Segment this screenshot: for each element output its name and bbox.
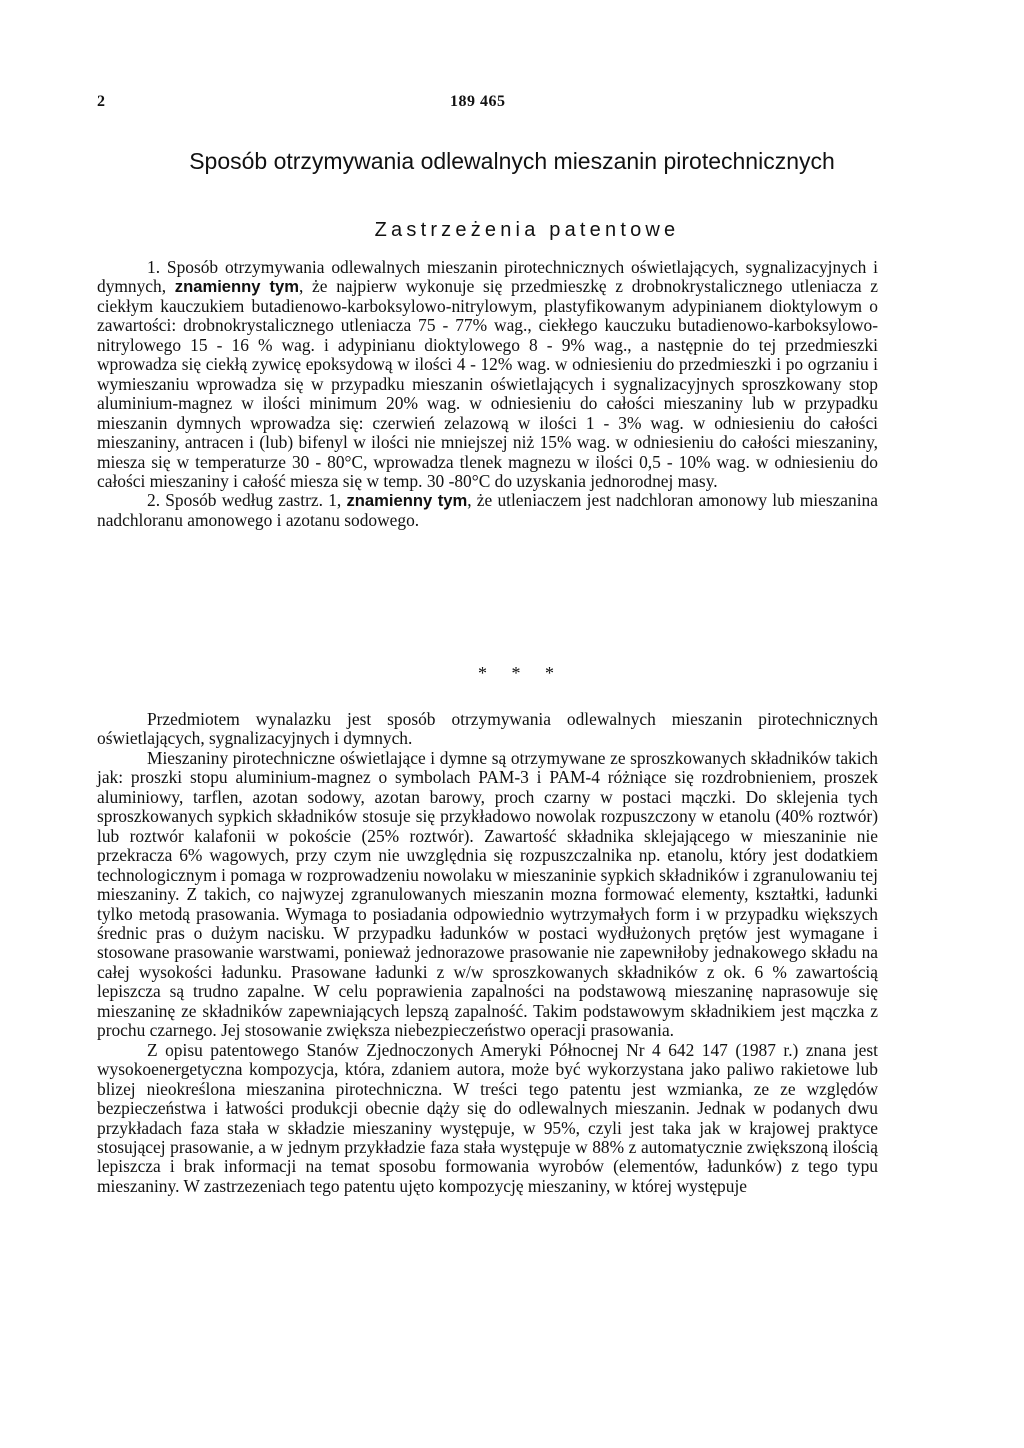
- description-paragraph: Mieszaniny pirotechniczne oświetlające i dymne są otrzymywane ze sproszkowanych składników takich jak: proszki stopu aluminium-magnez o symbolach PAM-3 i PAM-4 różniące się rozdrobnieniem, proszek aluminiowy, tarflen, azotan sodowy, azotan barowy, proch czarny w postaci mączki. Do sklejenia tych sproszkowanych sypkich składników stosuje się przykładowo nowolak rozpuszczony w etanolu (40% roztwór) lub roztwór kalafonii w pokoście (25% roztwór). Zawartość składnika sklejającego w mieszaninie nie przekracza 6% wagowych, przy czym nie uwzględnia się rozpuszczalnika np. etanolu, który jest dodatkiem technologicznym i pomaga w rozprowadzeniu nowolaku w mieszaninie sypkich składników i zgranulowaniu tej mieszaniny. Z takich, co najwyzej zgranulowanych mieszanin mozna formować elementy, kształtki, ładunki tylko metodą prasowania. Wymaga to posiadania odpowiednio wytrzymałych form i w przypadku większych średnic pras o dużym nacisku. W przypadku ładunków w postaci wydłużonych prętów jest wymagane i stosowane prasowanie warstwami, ponieważ jednorazowe prasowanie nie zapewniłoby jednakowego składu na całej wysokości ładunku. Prasowane ładunki z w/w sproszkowanych składników z ok. 6 % zawartością lepiszcza są trudno zapalne. W celu poprawienia zapalności na podstawową mieszaninę naprasowuje się mieszaninę ze składników zapewniających lepszą zapalność. Takim podstawowym składnikiem jest mączka z prochu czarnego. Jej stosowanie zwiększa niebezpieczeństwo operacji prasowania.: [97, 747, 878, 1041]
- claims-section: [97, 258, 878, 530]
- claim-2-intro: 2. Sposób według zastrz. 1,: [147, 490, 342, 511]
- patent-number: 189 465: [450, 93, 506, 110]
- claim-1-keyword: znamienny tym: [174, 277, 300, 297]
- description-section: [97, 710, 878, 1196]
- description-paragraph: Z opisu patentowego Stanów Zjednoczonych Ameryki Północnej Nr 4 642 147 (1987 r.) znana jest wysokoenergetyczna kompozycja, która, zdaniem autora, może być wykorzystana jako paliwo rakietowe lub blizej nieokreślona mieszanina pirotechniczna. W treści tego patentu jest wzmianka, ze ze względów bezpieczeństwa i łatwości produkcji obecnie dąży się do odlewalnych mieszanin. Jednak w podanych dwu przykładach faza stała w składzie mieszaniny występuje, w 95%, czyli jest taka jak w krajowej praktyce stosującej prasowanie, a w jednym przykładzie faza stała występuje w 88% z automatycznie zwiększoną ilością lepiszcza i brak informacji na temat sposobu formowania wyrobów (elementów, ładunków) z tego typu mieszaniny. W zastrzezeniach tego patentu ujęto kompozycję mieszaniny, w której występuje: [97, 1039, 878, 1196]
- document-title: Sposób otrzymywania odlewalnych mieszanin pirotechnicznych: [189, 148, 835, 174]
- section-separator: * * *: [478, 663, 564, 683]
- claim-2-keyword: znamienny tym: [346, 491, 468, 511]
- claim-1-intro: 1. Sposób otrzymywania odlewalnych mieszanin pirotechnicznych oświetlających, sygnalizacyjnych i dymnych,: [97, 257, 878, 297]
- claim-1: [97, 258, 878, 491]
- claim-1-body: , że najpierw wykonuje się przedmieszkę z drobnokrystalicznego utleniacza z ciekłym kauczukiem butadienowo-karboksylowo-nitrylowym, plastyfikowanym adypinianem dioktylowym o zawartości: drobnokrystalicznego utleniacza 75 - 77% wag., ciekłego kauczuku butadienowo-karboksylowo-nitrylowego 15 - 16 % wag. i adypinianu dioktylowego 8 - 9% wag., a następnie do tej przedmieszki wprowadza się ciekłą zywicę epoksydową w ilości 4 - 12% wag. w odniesieniu do przedmieszki i po ogrzaniu i wymieszaniu wprowadza się w przypadku mieszanin oświetlających i sygnalizacyjnych sproszkowany stop aluminium-magnez w ilości minimum 20% wag. w odniesieniu do całości mieszaniny lub w przypadku mieszanin dymnych wprowadza się: czerwień zelazową w ilości 1 - 3% wag. w odniesieniu do całości mieszaniny, antracen i (lub) bifenyl w ilości nie mniejszej niż 15% wag. w odniesieniu do całości mieszaniny, miesza się w temperaturze 30 - 80°C, wprowadza tlenek magnezu w ilości 0,5 - 10% wag. w odniesieniu do całości mieszaniny i całość miesza się w temp. 30 -80°C do uzyskania jednorodnej masy.: [97, 276, 878, 491]
- claims-heading: Zastrzeżenia patentowe: [374, 219, 680, 241]
- claim-2: [97, 491, 878, 530]
- description-paragraph: Przedmiotem wynalazku jest sposób otrzymywania odlewalnych mieszanin pirotechnicznych oświetlających, sygnalizacyjnych i dymnych.: [97, 709, 878, 749]
- page-number: 2: [97, 93, 105, 110]
- claim-2-body: , że utleniaczem jest nadchloran amonowy lub mieszanina nadchloranu amonowego i azotanu sodowego.: [97, 490, 878, 530]
